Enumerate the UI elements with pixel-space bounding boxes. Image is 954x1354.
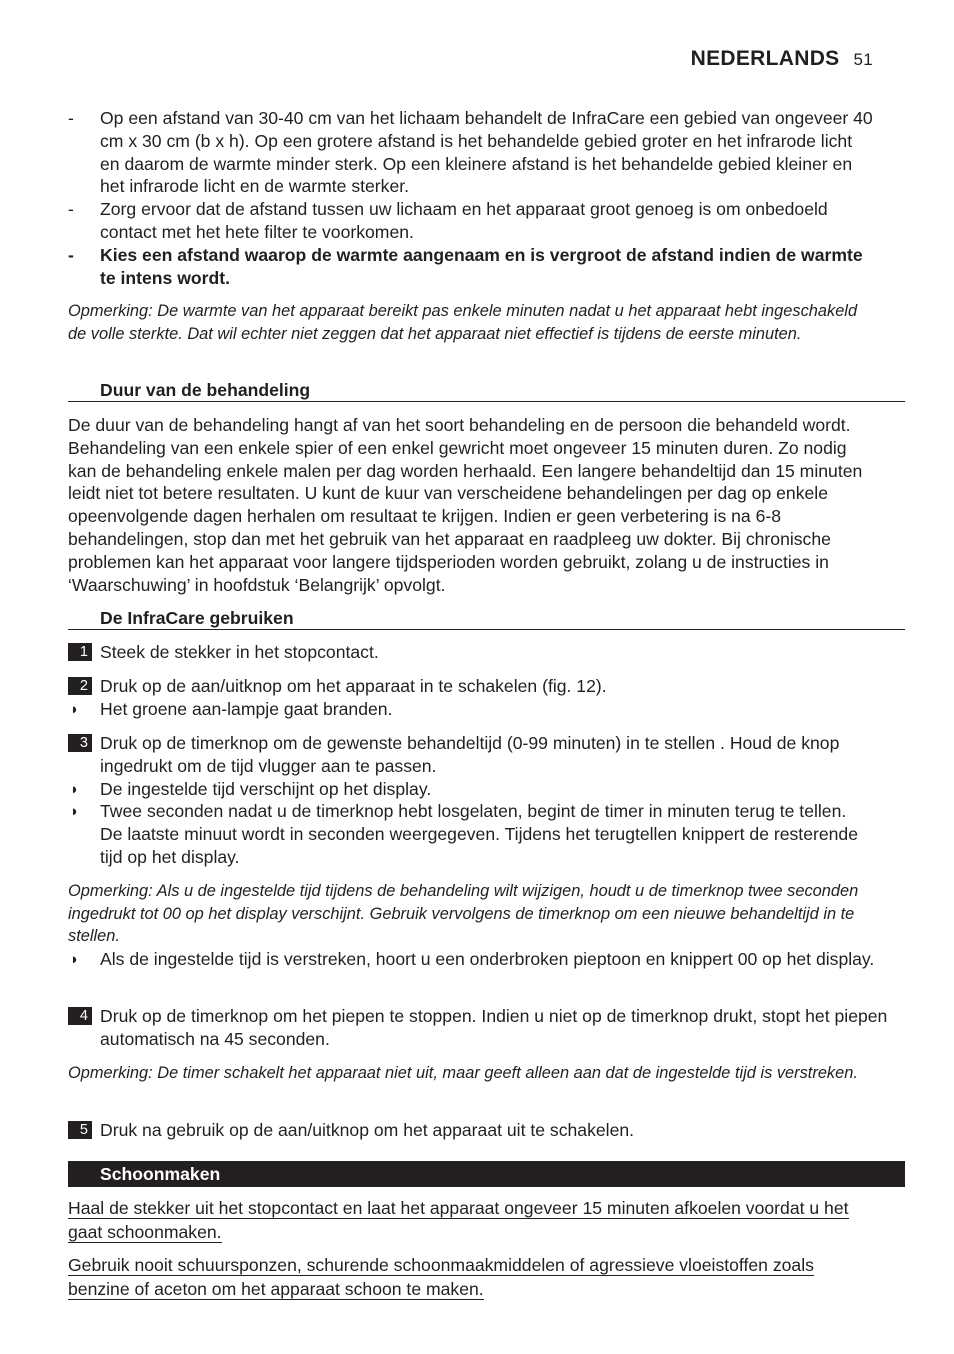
step-3 — [68, 732, 873, 778]
list-item: - Kies een afstand waarop de warmte aangenaam en is vergroot de afstand indien de warmte te intens wordt. — [68, 244, 873, 290]
triangle-bullet-icon: ◗ — [70, 700, 80, 718]
language-label: NEDERLANDS — [690, 47, 840, 70]
step-number: 1 — [68, 643, 92, 661]
step-1 — [68, 641, 905, 664]
section-heading-duration: Duur van de behandeling — [68, 379, 905, 402]
duration-paragraph: De duur van de behandeling hangt af van het soort behandeling en de persoon die behandeld wordt. Behandeling van een enkele spier of een enkel gewricht moet ongeveer 15 minuten duren. Zo nodig kan de behandeling enkele malen per dag worden herhaald. Een langere behandeltijd dan 15 minuten leidt niet tot betere resultaten. U kunt de kuur van verscheidene behandelingen per dag op enkele opeenvolgende dagen herhalen om resultaat te krijgen. Indien er geen verbetering is na 6-8 behandelingen, stop dan met het gebruik van het apparaat en raadpleeg uw dokter. Bij chronische problemen kan het apparaat voor langere tijdsperioden worden gebruikt, zolang u de instructies in ‘Waarschuwing’ in hoofdstuk ‘Belangrijk’ opvolgt. — [68, 415, 863, 595]
step-text: Druk op de aan/uitknop om het apparaat in te schakelen (fig. 12). — [100, 676, 607, 696]
step-2 — [68, 675, 873, 698]
distance-list — [68, 107, 873, 289]
section-heading-cleaning: Schoonmaken — [68, 1161, 905, 1187]
step-text: Druk na gebruik op de aan/uitknop om het apparaat uit te schakelen. — [100, 1120, 635, 1140]
result-item: ◗ Het groene aan-lampje gaat branden. — [68, 698, 873, 721]
step-2-block — [68, 675, 873, 721]
triangle-bullet-icon: ◗ — [70, 803, 80, 821]
step-3-block — [68, 732, 873, 869]
step-4 — [68, 1005, 905, 1051]
triangle-bullet-icon: ◗ — [70, 780, 80, 798]
result-item: ◗ De ingestelde tijd verschijnt op het display. — [68, 778, 873, 801]
result-item: ◗ Twee seconden nadat u de timerknop hebt losgelaten, begint de timer in minuten terug te tellen. De laatste minuut wordt in seconden weergegeven. Tijdens het terugtellen knippert de resterende tijd op het display. — [70, 801, 858, 867]
step-text: Druk op de timerknop om de gewenste behandeltijd (0-99 minuten) in te stellen . Houd de knop ingedrukt om de tijd vlugger aan te passen. — [100, 733, 840, 776]
step-number: 2 — [68, 677, 92, 695]
warning-paragraph: Haal de stekker uit het stopcontact en laat het apparaat ongeveer 15 minuten afkoelen voordat u het gaat schoonmaken. — [68, 1198, 849, 1242]
step-text: Steek de stekker in het stopcontact. — [100, 642, 379, 662]
note: Opmerking: De warmte van het apparaat bereikt pas enkele minuten nadat u het apparaat hebt ingeschakeld de volle sterkte. Dat wil echter niet zeggen dat het apparaat niet effectief is tijdens de eerste minuten. — [68, 302, 858, 343]
list-item: - Op een afstand van 30-40 cm van het lichaam behandelt de InfraCare een gebied van ongeveer 40 cm x 30 cm (b x h). Op een grotere afstand is het behandelde gebied groter en het infrarode licht en daarom de warmte minder sterk. Op een kleinere afstand is het behandelde gebied kleiner en het infrarode licht en de warmte sterker. — [68, 107, 873, 198]
note: Opmerking: Als u de ingestelde tijd tijdens de behandeling wilt wijzigen, houdt u de timerknop twee seconden ingedrukt tot 00 op het display verschijnt. Gebruik vervolgens de timerknop om een nieuwe behandeltijd in te stellen. — [68, 882, 859, 946]
triangle-bullet-icon: ◗ — [70, 951, 80, 968]
step-number: 4 — [68, 1007, 92, 1025]
section-heading-usage: De InfraCare gebruiken — [68, 607, 905, 630]
step-text: Druk op de timerknop om het piepen te stoppen. Indien u niet op de timerknop drukt, stopt het piepen automatisch na 45 seconden. — [100, 1006, 888, 1049]
note: Opmerking: De timer schakelt het apparaat niet uit, maar geeft alleen aan dat de ingestelde tijd is verstreken. — [68, 1064, 858, 1082]
step-number: 3 — [68, 734, 92, 752]
list-item: - Zorg ervoor dat de afstand tussen uw lichaam en het apparaat groot genoeg is om onbedoeld contact met het hete filter te voorkomen. — [68, 198, 873, 244]
page-header — [691, 48, 873, 72]
warning-paragraph: Gebruik nooit schuursponzen, schurende schoonmaakmiddelen of agressieve vloeistoffen zoals benzine of aceton om het apparaat schoon te maken. — [68, 1255, 814, 1299]
result-item: ◗ Als de ingestelde tijd is verstreken, hoort u een onderbroken pieptoon en knippert 00 op het display. — [68, 948, 905, 971]
step-5 — [68, 1119, 905, 1142]
step-number: 5 — [68, 1121, 92, 1139]
page-number: 51 — [853, 50, 873, 69]
